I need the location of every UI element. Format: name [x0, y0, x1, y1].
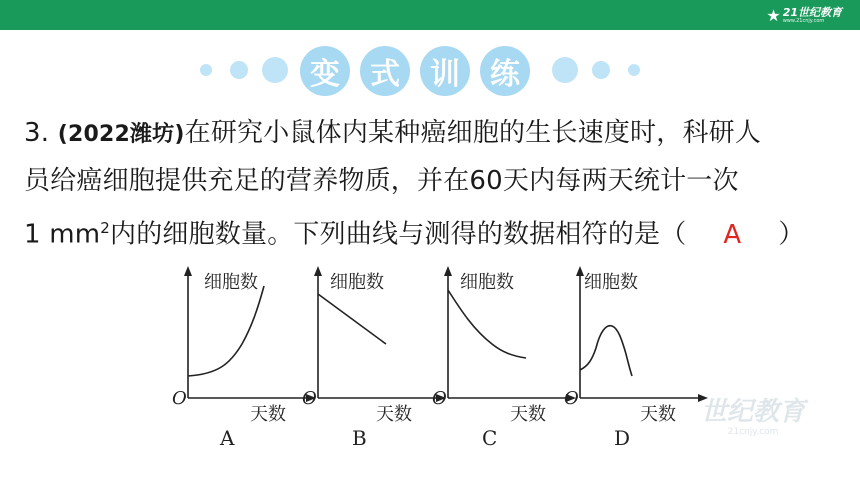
dot-icon [552, 57, 578, 83]
top-banner [0, 0, 860, 30]
y-axis-label: 细胞数 [330, 272, 384, 293]
curve-decay [448, 290, 526, 358]
origin-label: O [564, 388, 579, 409]
curve-exponential [188, 286, 264, 376]
logo-url: www.21cnjy.com [782, 17, 825, 24]
origin-label: O [302, 388, 317, 409]
curve-linear [318, 294, 386, 344]
watermark-url: 21cnjy.com [727, 427, 779, 437]
x-axis-label: 天数 [510, 404, 546, 425]
dot-icon [592, 61, 610, 79]
question-text [24, 110, 844, 259]
dot-icon [200, 64, 212, 76]
x-axis-label: 天数 [250, 404, 286, 425]
y-axis-label: 细胞数 [584, 272, 638, 293]
section-header [0, 40, 860, 100]
option-letter: B [352, 426, 367, 450]
section-title-char: 练 [480, 46, 530, 96]
y-axis-label: 细胞数 [204, 272, 258, 293]
x-axis-label: 天数 [640, 404, 676, 425]
origin-label: O [172, 388, 187, 409]
graph-options [0, 260, 860, 484]
option-letter: D [614, 426, 631, 450]
watermark [688, 398, 818, 444]
option-letter: A [220, 426, 235, 450]
question-line-3: 1 $mm^2$内的细胞数量。下列曲线与测得的数据相符的是（ A ） [24, 205, 844, 259]
dot-icon [262, 57, 288, 83]
x-axis-label: 天数 [376, 404, 412, 425]
runner-icon: ★ [766, 5, 781, 25]
section-title-char: 式 [360, 46, 410, 96]
graph-option-a [170, 260, 320, 450]
option-letter: C [482, 426, 498, 450]
graph-option-b [300, 260, 450, 450]
dot-icon [230, 61, 248, 79]
answer-text: A [723, 219, 742, 250]
brand-logo [766, 4, 842, 26]
logo-text: 21世纪教育 [782, 5, 842, 19]
y-axis-label: 细胞数 [460, 272, 514, 293]
graph-option-c [430, 260, 580, 450]
question-line-1: 3. (2022潍坊)在研究小鼠体内某种癌细胞的生长速度时，科研人 [24, 118, 762, 148]
section-title-char: 训 [420, 46, 470, 96]
question-number: 3. [24, 118, 50, 148]
dot-icon [628, 64, 640, 76]
origin-label: O [432, 388, 447, 409]
question-line-2: 员给癌细胞提供充足的营养物质，并在60天内每两天统计一次 [24, 166, 739, 196]
section-title-char: 变 [300, 46, 350, 96]
watermark-text: 世纪教育 [700, 397, 805, 427]
question-source: (2022潍坊) [57, 122, 185, 147]
curve-rise-fall [580, 326, 632, 376]
